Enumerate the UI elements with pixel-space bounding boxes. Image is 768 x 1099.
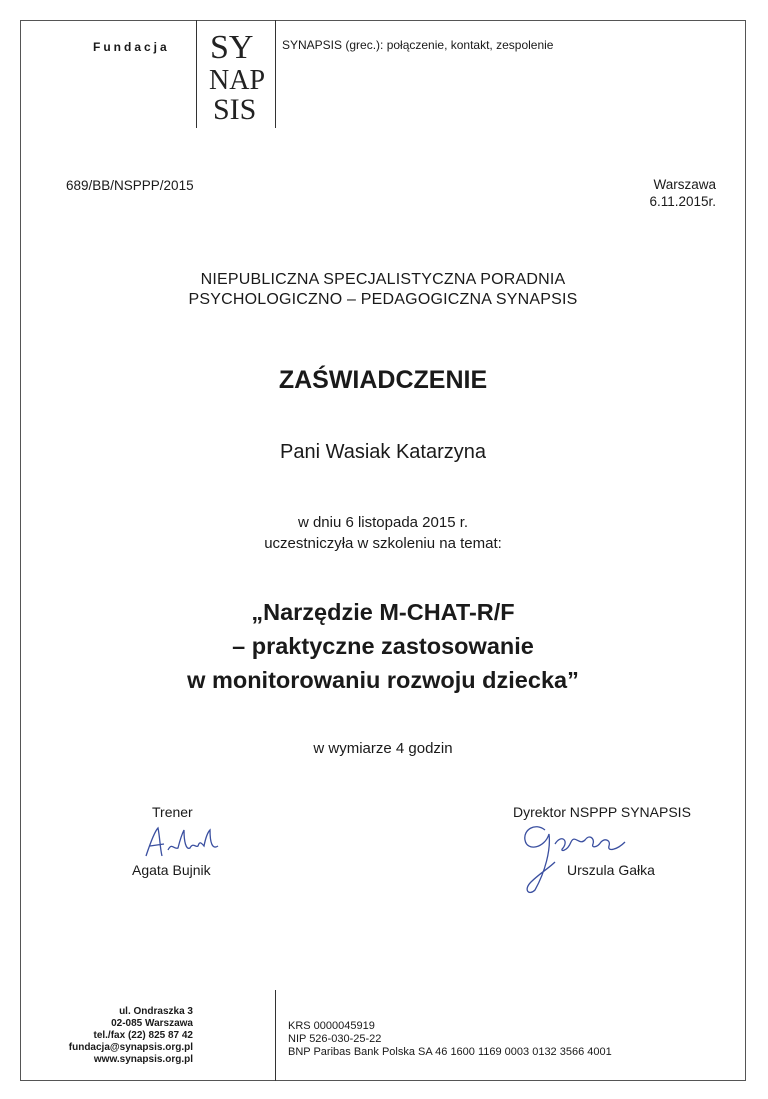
logo-line-2: NAP <box>209 65 266 96</box>
company-details <box>288 1020 612 1059</box>
institution-name <box>20 270 746 310</box>
trainer-role: Trener <box>152 804 193 820</box>
logo-line-3: SIS <box>213 93 257 124</box>
address-website: www.synapsis.org.pl <box>93 1054 193 1065</box>
director-signature <box>505 812 635 897</box>
topic-line-2: – praktyczne zastosowanie <box>232 633 534 659</box>
place-date <box>649 176 716 210</box>
training-duration: w wymiarze 4 godzin <box>313 740 453 757</box>
director-name: Urszula Gałka <box>567 862 655 878</box>
address-street: ul. Ondraszka 3 <box>119 1006 193 1017</box>
bank-account: BNP Paribas Bank Polska SA 46 1600 1169 0003 0132 3566 4001 <box>288 1046 612 1058</box>
institution-line-1: NIEPUBLICZNA SPECJALISTYCZNA PORADNIA <box>200 271 566 288</box>
recipient-name: Pani Wasiak Katarzyna <box>279 441 486 463</box>
logo-divider-right <box>275 20 276 128</box>
reference-number: 689/BB/NSPPP/2015 <box>66 178 194 193</box>
logo-line-1: SY <box>210 29 254 66</box>
institution-line-2: PSYCHOLOGICZNO – PEDAGOGICZNA SYNAPSIS <box>188 291 578 308</box>
topic-line-3: w monitorowaniu rozwoju dziecka” <box>187 667 579 693</box>
logo-tagline: SYNAPSIS (grec.): połączenie, kontakt, zespolenie <box>282 38 554 52</box>
logo-divider-left <box>196 20 197 128</box>
foundation-label: Fundacja <box>93 40 170 54</box>
krs-number: KRS 0000045919 <box>288 1020 375 1032</box>
topic-line-1: „Narzędzie M-CHAT-R/F <box>251 599 515 625</box>
address-email: fundacja@synapsis.org.pl <box>68 1042 193 1053</box>
participation-text <box>20 512 746 554</box>
training-topic <box>20 595 746 697</box>
nip-number: NIP 526-030-25-22 <box>288 1033 382 1045</box>
issue-date: 6.11.2015r. <box>649 194 716 209</box>
participation-line: uczestniczyła w szkoleniu na temat: <box>264 535 502 552</box>
certificate-title: ZAŚWIADCZENIE <box>278 366 488 394</box>
director-role: Dyrektor NSPPP SYNAPSIS <box>513 804 691 820</box>
trainer-name: Agata Bujnik <box>132 862 211 878</box>
training-date: w dniu 6 listopada 2015 r. <box>297 514 469 531</box>
foundation-address <box>69 1006 193 1066</box>
address-phone: tel./fax (22) 825 87 42 <box>93 1030 193 1041</box>
address-city: 02-085 Warszawa <box>111 1018 193 1029</box>
synapsis-logo <box>205 24 271 124</box>
city: Warszawa <box>653 177 716 192</box>
trainer-signature <box>138 820 228 864</box>
footer-divider <box>275 990 276 1081</box>
